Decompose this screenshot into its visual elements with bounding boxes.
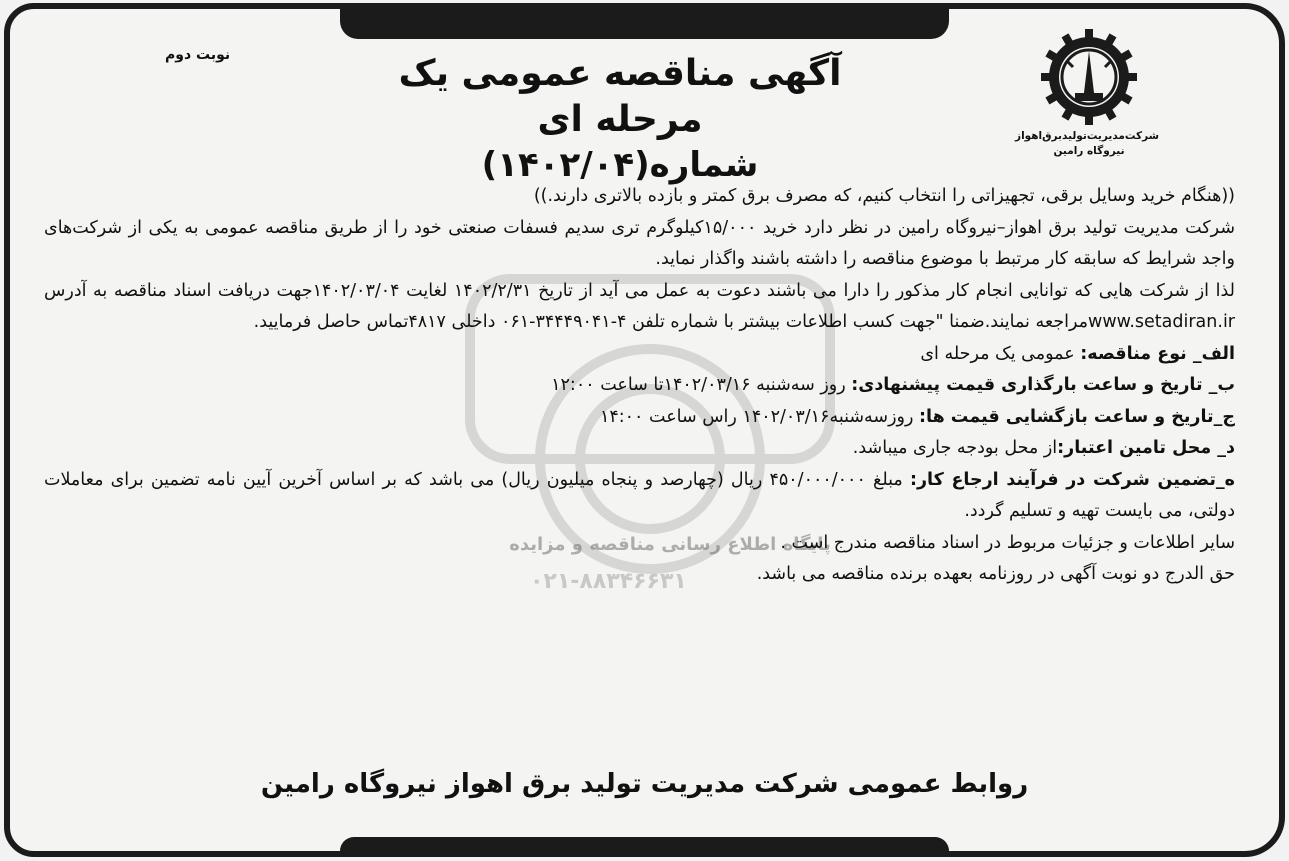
slogan: ((هنگام خرید وسایل برقی، تجهیزاتی را انتخاب کنیم، که مصرف برق کمتر و بازده بالاتری دارند.)) [533,186,1235,206]
frame-top-band [340,9,949,39]
item-c-label: ج_تاریخ و ساعت بازگشایی قیمت ها: [919,406,1235,427]
item-b-value: روز سه‌شنبه ۱۴۰۲/۰۳/۱۶تا ساعت ۱۲:۰۰ [551,375,852,395]
footer-signature: روابط عمومی شرکت مدیریت تولید برق اهواز نیروگاه رامین [260,769,1029,799]
ad-title: آگهی مناقصه عمومی یک مرحله ای [398,53,842,140]
title-block [340,51,900,187]
item-e-label: ه_تضمین شرکت در فرآیند ارجاع کار: [909,469,1235,490]
logo-plant-name: نیروگاه رامین [1053,145,1125,157]
watermark-text: پایگاه اطلاع رسانی مناقصه و مزایده [509,534,831,555]
item-a [44,339,1235,371]
item-e-value: مبلغ ۴۵۰/۰۰۰/۰۰۰ ریال (چهارصد و پنجاه میلیون ریال) می باشد که بر اساس آخرین آیین نامه تضمین برای معاملات دولتی، می بایست تهیه و تسلیم گردد. [44,469,1235,521]
ad-body [44,181,1235,591]
item-e [44,465,1235,528]
logo-company-name: شرکت‌مدیریت‌تولیدبرق‌اهواز [1015,130,1159,142]
item-b-label: ب_ تاریخ و ساعت بارگذاری قیمت پیشنهادی: [851,375,1235,395]
other-info: سایر اطلاعات و جزئیات مربوط در اسناد مناقصه مندرج است . [780,532,1235,553]
item-d-value: از محل بودجه جاری میباشد. [852,438,1058,458]
ad-number: شماره(۱۴۰۲/۰۴) [481,145,759,185]
item-c-value: روزسه‌شنبه۱۴۰۲/۰۳/۱۶ راس ساعت ۱۴:۰۰ [599,406,920,427]
invite-paragraph: لذا از شرکت هایی که توانایی انجام کار مذکور را دارا می باشند دعوت به عمل می آید از تاریخ ۱۴۰۲/۲/۳۱ لغایت ۱۴۰۲/۰۳/۰۴جهت دریافت اسناد مناقصه به آدرس www.setadiran.irمراجعه نمایند.ضمنا "جهت کسب اطلاعات بیشتر با شماره تلفن ۴-۳۴۴۴۹۰۴۱-۰۶۱ داخلی ۴۸۱۷تماس حاصل فرمایید. [44,280,1235,332]
item-a-value: عمومی یک مرحله ای [920,343,1081,364]
frame-bottom-band [340,837,949,851]
item-d [44,433,1235,465]
round-label: نوبت دوم [165,47,231,63]
intro-paragraph: شرکت مدیریت تولید برق اهواز–نیروگاه رامین در نظر دارد خرید ۱۵/۰۰۰کیلوگرم تری سدیم فسفات صنعتی خود را از طریق مناقصه عمومی به یکی از شرکت‌های واجد شرایط که سابقه کار مرتبط با موضوع مناقصه را داشته باشند واگذار نماید. [44,217,1235,269]
watermark-phone: ۰۲۱-۸۸۳۴۶۶۳۱ [530,569,687,594]
item-c [44,402,1235,434]
item-d-label: د_ محل تامین اعتبار: [1057,438,1235,458]
power-plant-logo-icon [1039,27,1139,127]
item-b [44,370,1235,402]
ad-frame [4,3,1285,857]
company-logo [1015,27,1159,177]
fee-info: حق الدرج دو نوبت آگهی در روزنامه بعهده برنده مناقصه می باشد. [756,564,1235,584]
item-a-label: الف_ نوع مناقصه: [1080,343,1235,364]
